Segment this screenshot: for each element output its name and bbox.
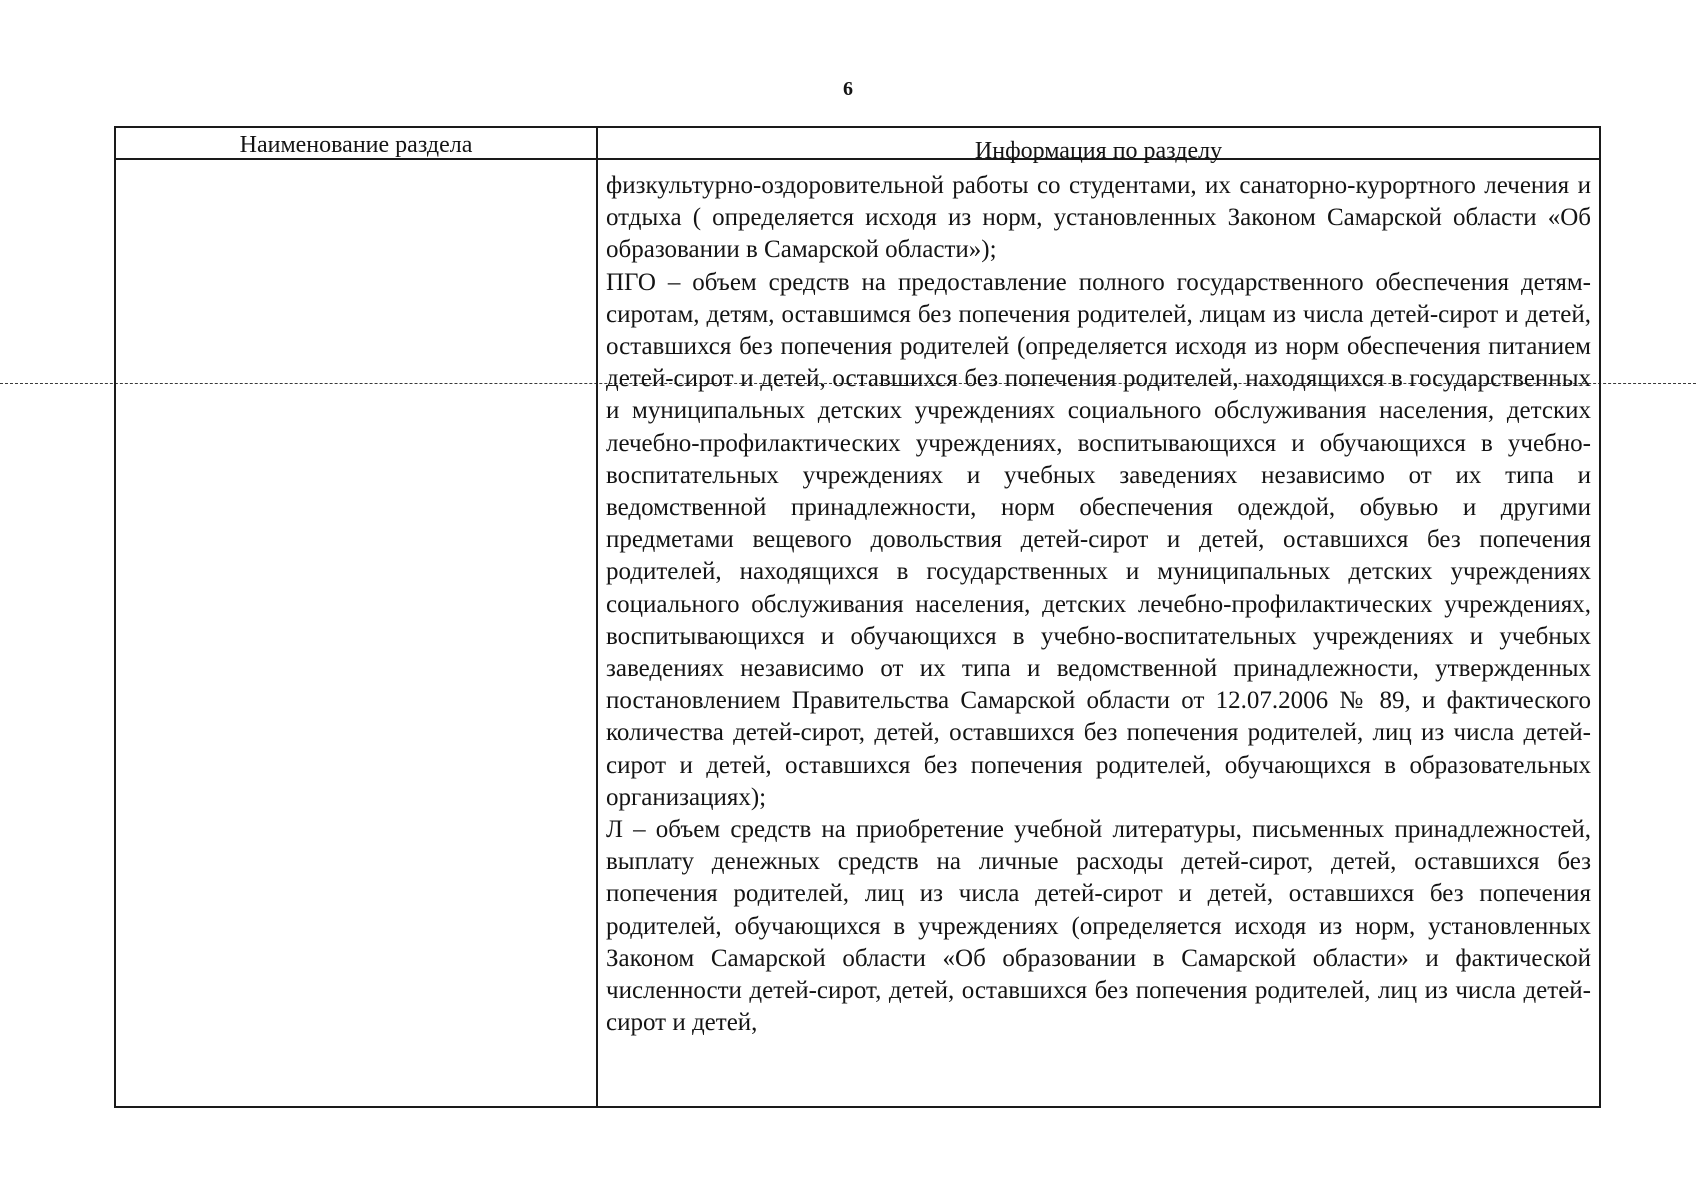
paragraph-sport-health: физкультурно-оздоровительной работы со студентами, их санаторно-курортного лечения и отдыха ( определяется исходя из норм, установленных Законом Самарской области «Об образовании в Самарской области»); [606, 172, 1591, 264]
paragraph-l: Л – объем средств на приобретение учебной литературы, письменных принадлежностей, выплату денежных средств на личные расходы детей-сирот, детей, оставшихся без попечения родителей, лиц из числа детей-сирот и детей, оставшихся без попечения родителей, обучающихся в учреждениях (определяется исходя из норм, установленных Законом Самарской области «Об образовании в Самарской области» и фактической численности детей-сирот, детей, оставшихся без попечения родителей, лиц из числа детей-сирот и детей, [606, 816, 1591, 1037]
document-table [114, 126, 1601, 1108]
header-section-info: Информация по разделу [974, 138, 1223, 164]
paragraph-pgo: ПГО – объем средств на предоставление полного государственного обеспечения детям-сиротам, детям, оставшимся без попечения родителей, лицам из числа детей-сирот и детей, оставшихся без попечения родителей (определяется исходя из норм обеспечения питанием детей-сирот и детей, оставшихся без попечения родителей, находящихся в государственных и муниципальных детских учреждениях социального обслуживания населения, детских лечебно-профилактических учреждениях, воспитывающихся и обучающихся в учебно-воспитательных учреждениях и учебных заведениях независимо от их типа и ведомственной принадлежности, норм обеспечения одеждой, обувью и другими предметами вещевого довольствия детей-сирот и детей, оставшихся без попечения родителей, находящихся в государственных и муниципальных детских учреждениях социального обслуживания населения, детских лечебно-профилактических учреждениях, воспитывающихся и обучающихся в учебно-воспитательных учреждениях и учебных заведениях независимо от их типа и ведомственной принадлежности, утвержденных постановлением Правительства Самарской области от 12.07.2006 № 89, и фактического количества детей-сирот, детей, оставшихся без попечения родителей, лиц из числа детей-сирот и детей, оставшихся без попечения родителей, обучающихся в образовательных организациях); [606, 268, 1591, 811]
header-section-name: Наименование раздела [239, 132, 473, 158]
column-divider [596, 128, 598, 1106]
section-info-cell [606, 170, 1591, 1039]
page-number: 6 [843, 78, 853, 100]
